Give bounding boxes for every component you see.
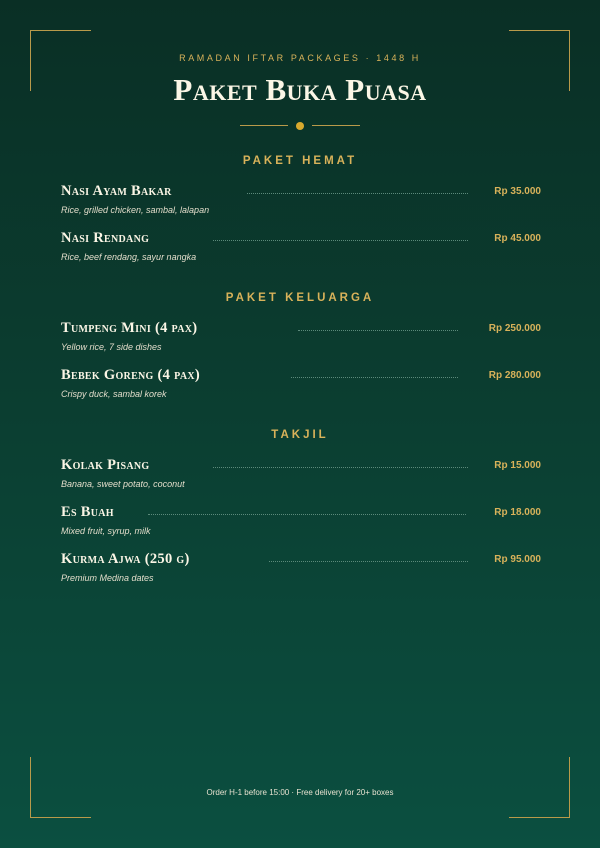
ornament-dot-icon xyxy=(296,122,304,130)
leader-dots xyxy=(269,561,468,562)
item-description: Yellow rice, 7 side dishes xyxy=(61,342,162,352)
ornament-line-left xyxy=(240,125,288,126)
ornament-line-right xyxy=(312,125,360,126)
item-name: Bebek Goreng (4 pax) xyxy=(61,367,200,383)
menu-item xyxy=(61,230,541,270)
section-title-takjil: TAKJIL xyxy=(271,429,329,441)
leader-dots xyxy=(291,377,458,378)
section-title-paket-keluarga: PAKET KELUARGA xyxy=(225,292,375,304)
menu-item xyxy=(61,551,541,591)
item-name: Kolak Pisang xyxy=(61,457,150,473)
item-description: Crispy duck, sambal korek xyxy=(61,389,167,399)
item-price: Rp 250.000 xyxy=(488,323,541,334)
title-ornament xyxy=(240,120,360,132)
menu-title: Paket Buka Puasa xyxy=(173,72,427,107)
leader-dots xyxy=(247,193,468,194)
item-name: Nasi Ayam Bakar xyxy=(61,183,172,199)
item-name: Kurma Ajwa (250 g) xyxy=(61,551,190,567)
menu-kicker: RAMADAN IFTAR PACKAGES · 1448 H xyxy=(179,53,421,63)
item-price: Rp 280.000 xyxy=(488,370,541,381)
item-name: Es Buah xyxy=(61,504,114,520)
item-price: Rp 45.000 xyxy=(494,233,541,244)
menu-item xyxy=(61,504,541,544)
menu-item xyxy=(61,320,541,360)
item-price: Rp 35.000 xyxy=(494,186,541,197)
menu-item xyxy=(61,183,541,223)
item-description: Rice, grilled chicken, sambal, lalapan xyxy=(61,205,210,215)
leader-dots xyxy=(213,240,468,241)
item-price: Rp 15.000 xyxy=(494,460,541,471)
leader-dots xyxy=(298,330,458,331)
item-name: Nasi Rendang xyxy=(61,230,150,246)
leader-dots xyxy=(213,467,468,468)
menu-item xyxy=(61,457,541,497)
footer-note: Order H-1 before 15:00 · Free delivery for 20+ boxes xyxy=(206,788,394,797)
leader-dots xyxy=(148,514,466,515)
item-description: Banana, sweet potato, coconut xyxy=(61,479,185,489)
item-name: Tumpeng Mini (4 pax) xyxy=(61,320,198,336)
item-description: Mixed fruit, syrup, milk xyxy=(61,526,151,536)
item-price: Rp 95.000 xyxy=(494,554,541,565)
item-description: Rice, beef rendang, sayur nangka xyxy=(61,252,197,262)
section-title-paket-hemat: PAKET HEMAT xyxy=(242,155,358,167)
item-description: Premium Medina dates xyxy=(61,573,154,583)
item-price: Rp 18.000 xyxy=(494,507,541,518)
menu-item xyxy=(61,367,541,407)
